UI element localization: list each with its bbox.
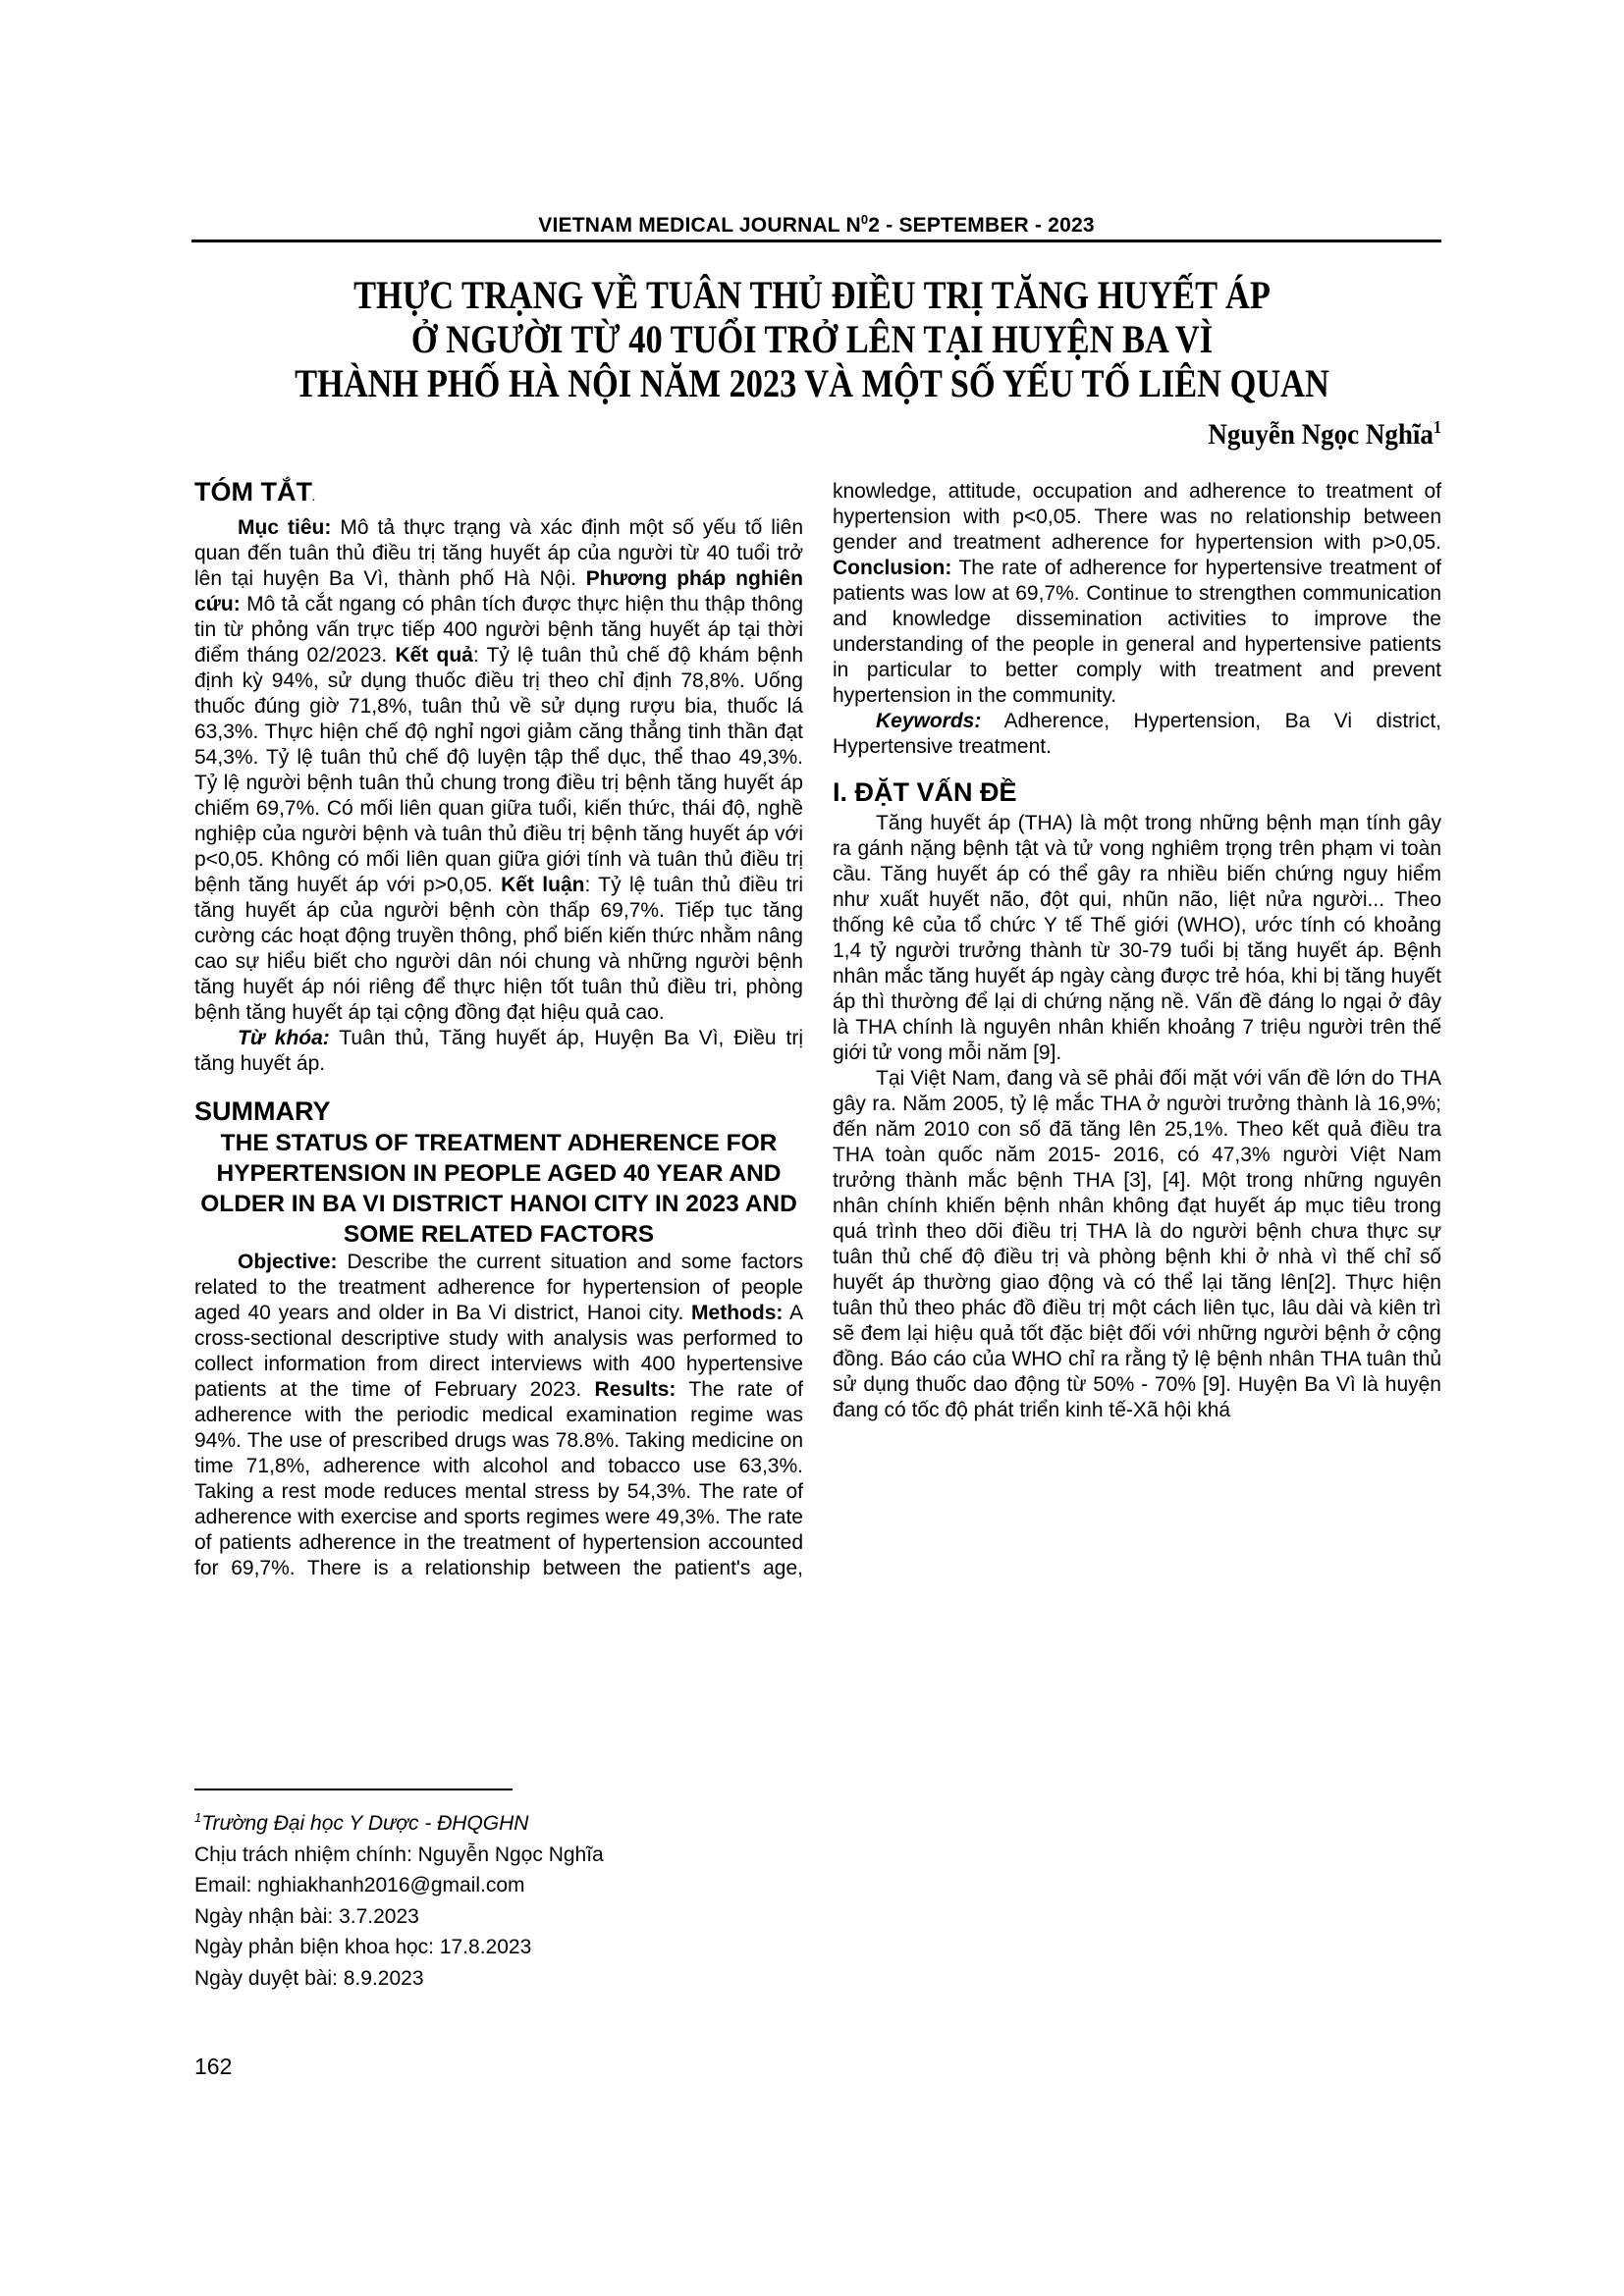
title-line: THỰC TRẠNG VỀ TUÂN THỦ ĐIỀU TRỊ TĂNG HUYẾT ÁP [353,273,1271,317]
accepted-date: Ngày duyệt bài: 8.9.2023 [194,1966,424,1990]
abstract-vi-body [194,515,803,1026]
page-number: 162 [194,2054,233,2079]
issue-date: 2 - SEPTEMBER - 2023 [868,214,1095,237]
label-methods-en: Methods: [691,1302,784,1324]
label-conclusion-en: Conclusion: [833,557,952,579]
section-heading: I. ĐẶT VẤN ĐỀ [833,777,1017,807]
abstract-en-body-continued [833,479,1441,709]
conclusion-text-en: The rate of adherence for hypertensive treatment of patients was low at 69,7%. Continue to strengthen communication and knowledge dissemination activities to improve the understanding of the people in general and hypertensive patients in particular to better comply with treatment and prevent hypertension in the community. [833,557,1441,707]
objective-text: Mô tả thực trạng và xác định một số yếu tố liên quan đến tuân thủ điều trị tăng huyết áp của người từ 40 tuổi trở lên tại huyện Ba Vì, thành phố Hà Nội. [194,516,803,590]
methods-text: Mô tả cắt ngang có phân tích được thực hiện thu thập thông tin từ phỏng vấn trực tiếp 400 người bệnh tăng huyết áp tại thời điểm tháng 02/2023. [194,593,803,667]
corresponding-author: Chịu trách nhiệm chính: Nguyễn Ngọc Nghĩa [194,1842,604,1866]
abstract-vi-heading [194,475,803,515]
email: Email: nghiakhanh2016@gmail.com [194,1874,525,1896]
left-column [194,475,803,1581]
summary-title: THE STATUS OF TREATMENT ADHERENCE FOR HYPERTENSION IN PEOPLE AGED 40 YEAR AND OLDER IN BA VI DISTRICT HANOI CITY IN 2023 AND SOME RELATED FACTORS [200,1130,797,1248]
affiliation-mark: 1 [194,1810,202,1825]
author [1208,417,1441,452]
heading-text: TÓM TẮT [194,477,312,507]
author-name: Nguyễn Ngọc Nghĩa [1208,418,1434,451]
title-line: Ở NGƯỜI TỪ 40 TUỔI TRỞ LÊN TẠI HUYỆN BA VÌ [410,317,1214,361]
label-objective-en: Objective: [238,1251,338,1273]
received-date: Ngày nhận bài: 3.7.2023 [194,1904,419,1928]
article-title [147,273,1477,405]
conclusion-text: : Tỷ lệ tuân thủ điều tri tăng huyết áp của người bệnh còn thấp 69,7%. Tiếp tục tăng cường các hoạt động truyền thông, phổ biến kiến thức nhằm nâng cao sự hiểu biết cho người dân nói chung và những người bệnh tăng huyết áp nói riêng để thực hiện tốt tuân thủ điều tri, phòng bệnh tăng huyết áp tại cộng đồng đạt hiệu quả cao. [194,874,804,1024]
keywords-text: Tuân thủ, Tăng huyết áp, Huyện Ba Vì, Điều trị tăng huyết áp. [194,1027,803,1075]
paragraph: Tăng huyết áp (THA) là một trong những bệnh mạn tính gây ra gánh nặng bệnh tật và tử vong nghiêm trọng trên phạm vi toàn cầu. Tăng huyết áp có thể gây ra nhiều biến chứng nguy hiểm như xuất huyết não, đột qui, nhũn não, liệt nửa người... Theo thống kê của tổ chức Y tế Thế giới (WHO), ước tính có khoảng 1,4 tỷ người trưởng thành từ 30-79 tuổi bị tăng huyết áp. Bệnh nhân mắc tăng huyết áp ngày càng được trẻ hóa, khi bị tăng huyết áp thì thường để lại di chứng nặng nề. Vấn đề đáng lo ngại ở đây là THA chính là nguyên nhân khiến khoảng 7 triệu người trên thế giới tử vong mỗi năm [9]. [833,812,1441,1064]
keywords-label: Từ khóa: [238,1027,330,1049]
title-line: THÀNH PHỐ HÀ NỘI NĂM 2023 VÀ MỘT SỐ YẾU TỐ LIÊN QUAN [295,361,1329,405]
right-column [833,479,1441,1423]
methods-text-en: A cross-sectional descriptive study with analysis was performed to collect information from direct interviews with 400 hypertensive patients at the time of February 2023. [194,1302,803,1401]
keywords-label-en: Keywords: [876,710,982,732]
heading-dot: . [311,493,315,504]
footnote-divider [194,1789,513,1790]
abstract-en-column-part2 [833,479,1441,709]
keywords-vi [194,1026,803,1077]
objective-text-en: Describe the current situation and some factors related to the treatment adherence for hypertension of people aged 40 years and older in Ba Vi district, Hanoi city. [194,1251,803,1324]
keywords-en [833,709,1441,760]
label-methods: Phương pháp nghiên cứu: [194,567,803,615]
journal-header [191,212,1441,238]
reviewed-date: Ngày phản biện khoa học: 17.8.2023 [194,1936,532,1958]
results-text-en: The rate of adherence with the periodic medical examination regime was 94%. The use of prescribed drugs was 78.8%. Taking medicine on time 71,8%, adherence with alcohol and tobacco use 63,3%. Taking a rest mode reduces mental stress by 54,3%. The rate of adherence with exercise and sports regimes were 49,3%. The rate of patients adherence in the treatment of hypertension accounted for 69,7%. There is a relationship between the patient's age, [194,1378,803,1579]
label-results: Kết quả [395,644,473,667]
label-objective: Mục tiêu: [238,516,332,539]
summary-heading: SUMMARY [194,1096,331,1126]
issue-sup: 0 [860,212,869,227]
keywords-text-en: Adherence, Hypertension, Ba Vi district, Hypertensive treatment. [833,710,1441,758]
journal-name: VIETNAM MEDICAL JOURNAL N [538,214,861,237]
author-affiliation-mark: 1 [1433,417,1441,437]
footnote [194,1802,604,1994]
results-text-en: knowledge, attitude, occupation and adherence to treatment of hypertension with p<0,05. There was no relationship between gender and treatment adherence for hypertension with p>0,05. [833,480,1441,554]
header-divider [191,240,1441,242]
label-conclusion: Kết luận [501,874,585,896]
affiliation [194,1802,604,1840]
label-results-en: Results: [594,1378,677,1401]
affiliation-text: Trường Đại học Y Dược - ĐHQGHN [201,1812,529,1835]
results-text: : Tỷ lệ tuân thủ chế độ khám bệnh định kỳ 94%, sử dụng thuốc điều trị theo chỉ định 78,8%. Uống thuốc đúng giờ 71,8%, tuân thủ về sử dụng rượu bia, thuốc lá 63,3%. Thực hiện chế độ nghỉ ngơi giảm căng thẳng tinh thần đạt 54,3%. Tỷ lệ tuân thủ chế độ luyện tập thể dục, thể thao 49,3%. Tỷ lệ người bệnh tuân thủ chung trong điều trị bệnh tăng huyết áp chiếm 69,7%. Có mối liên quan giữa tuổi, kiến thức, thái độ, nghề nghiệp của người bệnh và tuân thủ điều trị bệnh tăng huyết áp với p<0,05. Không có mối liên quan giữa giới tính và tuân thủ điều trị bệnh tăng huyết áp với p>0,05. [194,644,803,896]
abstract-en-body [194,1250,803,1581]
paragraph: Tại Việt Nam, đang và sẽ phải đối mặt với vấn đề lớn do THA gây ra. Năm 2005, tỷ lệ mắc THA ở người trưởng thành là 16,9%; đến năm 2010 con số đã tăng lên 25,1%. Theo kết quả điều tra THA toàn quốc năm 2015- 2016, có 47,3% người Việt Nam trưởng thành mắc bệnh THA [3], [4]. Một trong những nguyên nhân chính khiến bệnh nhân không đạt huyết áp mục tiêu trong quá trình theo dõi điều trị THA là do người bệnh chưa thực sự tuân thủ chế độ điều trị và phòng bệnh khi ở nhà vì thế chỉ số huyết áp thường giao động và có thể lại tăng lên[2]. Thực hiện tuân thủ theo phác đồ điều trị một cách liên tục, lâu dài và kiên trì sẽ đem lại hiệu quả tốt đặc biệt đối với những người bệnh ở cộng đồng. Báo cáo của WHO chỉ ra rằng tỷ lệ bệnh nhân THA tuân thủ sử dụng thuốc dao động từ 50% - 70% [9]. Huyện Ba Vì là huyện đang có tốc độ phát triển kinh tế-Xã hội khá [833,1067,1441,1421]
abstract-en-column-part1 [194,1250,803,1581]
